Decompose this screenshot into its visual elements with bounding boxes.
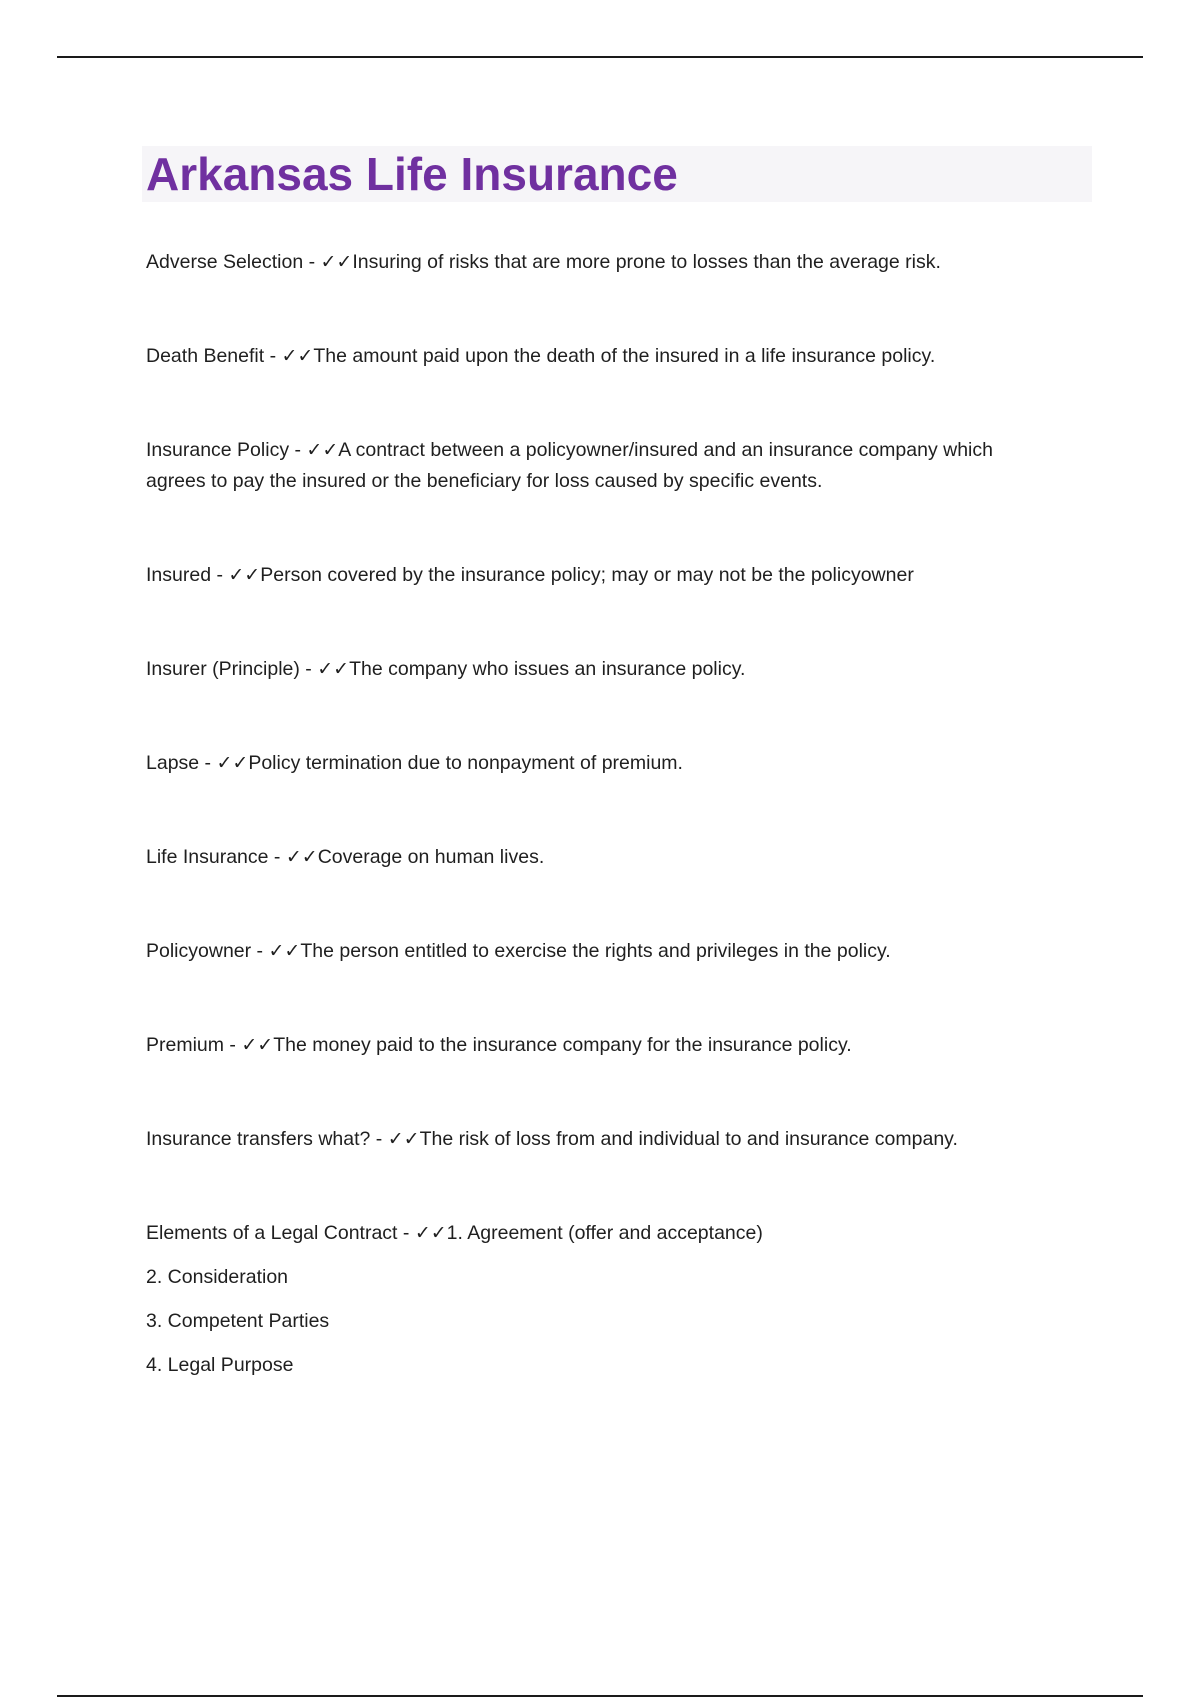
entry-term: Premium [146,1034,225,1056]
entry-term: Insurer (Principle) [146,658,300,680]
entry-term: Insurance Policy [146,439,290,461]
entry-separator: - [303,251,321,273]
list-item [146,560,1046,591]
entry-term: Policyowner [146,940,252,962]
entry-term: Insured [146,564,212,586]
double-check-icon: ✓✓ [216,752,249,774]
page-title: Arkansas Life Insurance [146,148,678,200]
entry-definition: The amount paid upon the death of the insured in a life insurance policy. [313,345,936,367]
entry-separator: - [370,1128,388,1150]
title-banner [142,146,1092,202]
entry-definition: Coverage on human lives. [317,846,545,868]
flashcard-list [146,247,1046,1444]
list-item [146,341,1046,372]
entry-definition: The risk of loss from and individual to and insurance company. [419,1128,958,1150]
double-check-icon: ✓✓ [285,846,318,868]
entry-term: Death Benefit [146,345,265,367]
entry-separator: - [397,1222,415,1244]
entry-definition: Insuring of risks that are more prone to losses than the average risk. [352,251,941,273]
top-divider [57,56,1143,58]
entry-term: Life Insurance [146,846,269,868]
entry-separator: - [199,752,217,774]
list-item [146,435,1046,497]
entry-separator: - [289,439,307,461]
entry-separator: - [251,940,269,962]
entry-separator: - [224,1034,242,1056]
contract-element: 4. Legal Purpose [146,1354,294,1376]
list-item [146,247,1046,278]
entry-term: Elements of a Legal Contract [146,1222,398,1244]
double-check-icon: ✓✓ [317,658,350,680]
entry-definition: Policy termination due to nonpayment of premium. [248,752,683,774]
entry-term: Insurance transfers what? [146,1128,371,1150]
double-check-icon: ✓✓ [268,940,301,962]
list-item [146,936,1046,967]
double-check-icon: ✓✓ [228,564,261,586]
entry-definition: The company who issues an insurance policy. [349,658,746,680]
entry-separator: - [299,658,318,680]
list-item [146,842,1046,873]
entry-separator: - [264,345,282,367]
entry-separator: - [268,846,286,868]
entry-definition: The person entitled to exercise the rights and privileges in the policy. [300,940,891,962]
double-check-icon: ✓✓ [387,1128,420,1150]
double-check-icon: ✓✓ [241,1034,274,1056]
list-item [146,654,1046,685]
entry-definition: The money paid to the insurance company for the insurance policy. [273,1034,852,1056]
entry-definition: 1. Agreement (offer and acceptance) [446,1222,763,1244]
contract-element: 2. Consideration [146,1266,289,1288]
list-item [146,1030,1046,1061]
double-check-icon: ✓✓ [306,439,339,461]
contract-element: 3. Competent Parties [146,1310,330,1332]
entry-term: Adverse Selection [146,251,304,273]
list-item [146,748,1046,779]
entry-term: Lapse [146,752,200,774]
list-item [146,1218,1046,1381]
list-item [146,1124,1046,1155]
entry-definition: Person covered by the insurance policy; may or may not be the policyowner [260,564,914,586]
entry-separator: - [211,564,229,586]
double-check-icon: ✓✓ [281,345,314,367]
double-check-icon: ✓✓ [320,251,353,273]
bottom-divider [57,1695,1143,1697]
double-check-icon: ✓✓ [414,1222,447,1244]
entry-definition: A contract between a policyowner/insured and an insurance company which agrees to pay the insured or the beneficiary for loss caused by specific events. [146,439,993,492]
